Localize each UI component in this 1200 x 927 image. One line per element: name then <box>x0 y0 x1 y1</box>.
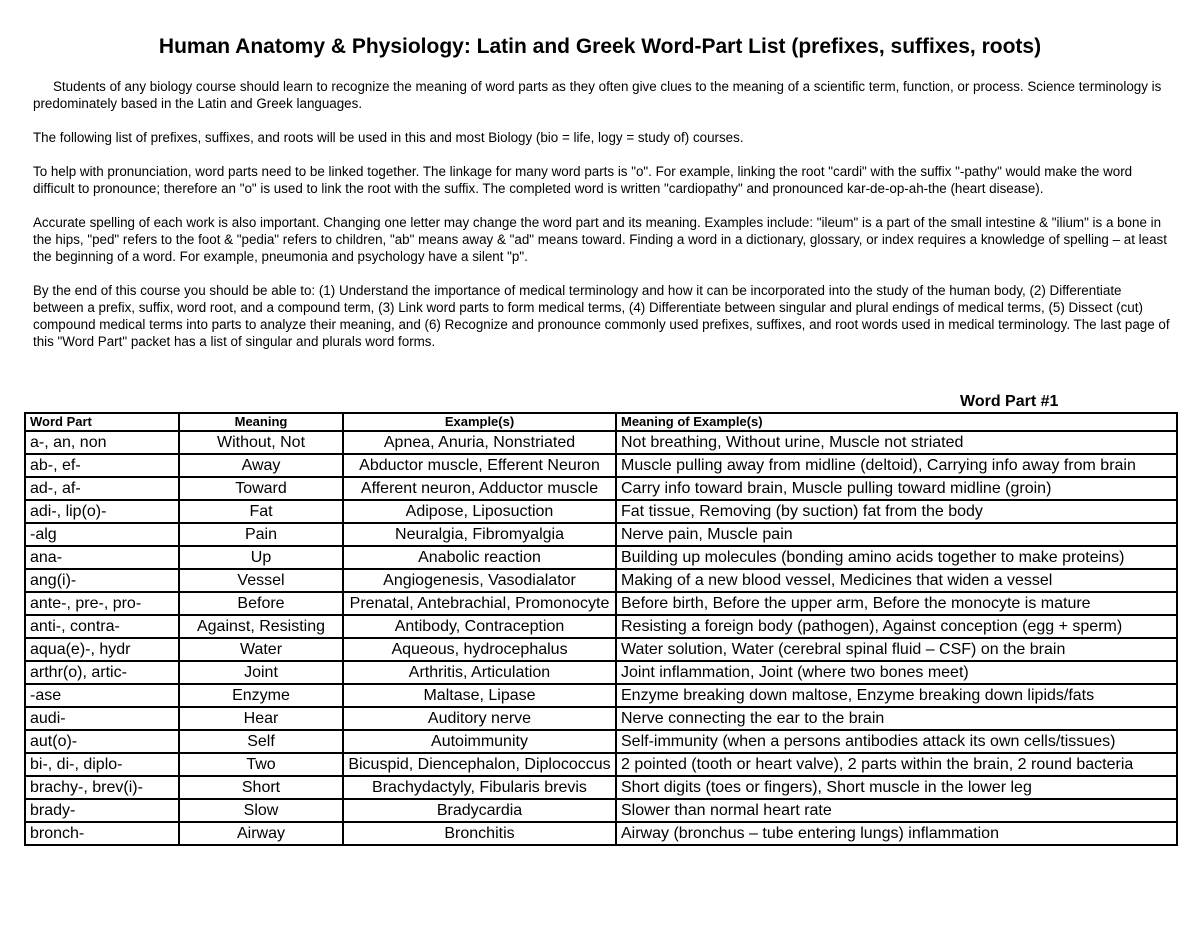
cell-meaning: Up <box>179 546 343 569</box>
cell-example-meaning: Muscle pulling away from midline (deltoid), Carrying info away from brain <box>616 454 1177 477</box>
cell-word-part: ab-, ef- <box>25 454 179 477</box>
cell-meaning: Pain <box>179 523 343 546</box>
cell-example-meaning: Short digits (toes or fingers), Short muscle in the lower leg <box>616 776 1177 799</box>
table-row <box>25 569 1177 592</box>
cell-meaning: Water <box>179 638 343 661</box>
cell-example-meaning: Not breathing, Without urine, Muscle not striated <box>616 431 1177 454</box>
cell-meaning: Fat <box>179 500 343 523</box>
cell-examples: Abductor muscle, Efferent Neuron <box>343 454 616 477</box>
cell-meaning: Two <box>179 753 343 776</box>
cell-meaning: Self <box>179 730 343 753</box>
cell-word-part: audi- <box>25 707 179 730</box>
cell-examples: Afferent neuron, Adductor muscle <box>343 477 616 500</box>
cell-examples: Auditory nerve <box>343 707 616 730</box>
cell-word-part: brady- <box>25 799 179 822</box>
cell-example-meaning: Water solution, Water (cerebral spinal fluid – CSF) on the brain <box>616 638 1177 661</box>
header-example-meaning: Meaning of Example(s) <box>616 413 1177 431</box>
cell-example-meaning: Enzyme breaking down maltose, Enzyme breaking down lipids/fats <box>616 684 1177 707</box>
page-title: Human Anatomy & Physiology: Latin and Greek Word-Part List (prefixes, suffixes, roots) <box>158 35 1042 58</box>
table-header-row <box>25 413 1177 431</box>
intro-text <box>33 78 1173 367</box>
cell-examples: Arthritis, Articulation <box>343 661 616 684</box>
cell-word-part: aqua(e)-, hydr <box>25 638 179 661</box>
cell-meaning: Slow <box>179 799 343 822</box>
cell-meaning: Before <box>179 592 343 615</box>
table-row <box>25 638 1177 661</box>
cell-example-meaning: Self-immunity (when a persons antibodies attack its own cells/tissues) <box>616 730 1177 753</box>
cell-word-part: -alg <box>25 523 179 546</box>
table-row <box>25 592 1177 615</box>
table-row <box>25 431 1177 454</box>
cell-word-part: -ase <box>25 684 179 707</box>
header-meaning: Meaning <box>179 413 343 431</box>
cell-example-meaning: Building up molecules (bonding amino acids together to make proteins) <box>616 546 1177 569</box>
cell-word-part: adi-, lip(o)- <box>25 500 179 523</box>
cell-examples: Antibody, Contraception <box>343 615 616 638</box>
cell-examples: Angiogenesis, Vasodialator <box>343 569 616 592</box>
cell-examples: Brachydactyly, Fibularis brevis <box>343 776 616 799</box>
cell-example-meaning: Nerve pain, Muscle pain <box>616 523 1177 546</box>
table-row <box>25 661 1177 684</box>
cell-examples: Apnea, Anuria, Nonstriated <box>343 431 616 454</box>
cell-examples: Maltase, Lipase <box>343 684 616 707</box>
table-row <box>25 753 1177 776</box>
table-row <box>25 454 1177 477</box>
cell-meaning: Against, Resisting <box>179 615 343 638</box>
cell-word-part: ante-, pre-, pro- <box>25 592 179 615</box>
intro-paragraph: By the end of this course you should be able to: (1) Understand the importance of medical terminology and how it can be incorporated into the study of the human body, (2) Differentiate between a prefix, suffix, word root, and a compound term, (3) Link word parts to form medical terms, (4) Differentiate between singular and plural endings of medical terms, (5) Dissect (cut) compound medical terms into parts to analyze their meaning, and (6) Recognize and pronounce commonly used prefixes, suffixes, and root words used in medical terminology. The last page of this "Word Part" packet has a list of singular and plurals word forms. <box>33 283 1170 349</box>
cell-examples: Neuralgia, Fibromyalgia <box>343 523 616 546</box>
cell-word-part: anti-, contra- <box>25 615 179 638</box>
cell-examples: Prenatal, Antebrachial, Promonocyte <box>343 592 616 615</box>
table-row <box>25 776 1177 799</box>
cell-example-meaning: Airway (bronchus – tube entering lungs) inflammation <box>616 822 1177 845</box>
cell-word-part: bi-, di-, diplo- <box>25 753 179 776</box>
cell-meaning: Vessel <box>179 569 343 592</box>
cell-word-part: ang(i)- <box>25 569 179 592</box>
cell-example-meaning: Joint inflammation, Joint (where two bones meet) <box>616 661 1177 684</box>
table-row <box>25 707 1177 730</box>
cell-examples: Bronchitis <box>343 822 616 845</box>
word-part-label: Word Part #1 <box>960 393 1059 410</box>
cell-example-meaning: Fat tissue, Removing (by suction) fat from the body <box>616 500 1177 523</box>
cell-example-meaning: Before birth, Before the upper arm, Before the monocyte is mature <box>616 592 1177 615</box>
cell-word-part: aut(o)- <box>25 730 179 753</box>
cell-examples: Aqueous, hydrocephalus <box>343 638 616 661</box>
intro-paragraph: To help with pronunciation, word parts need to be linked together. The linkage for many word parts is "o". For example, linking the root "cardi" with the suffix "-pathy" would make the word difficult to pronounce; therefore an "o" is used to link the root with the suffix. The completed word is written "cardiopathy" and pronounced kar-de-op-ah-the (heart disease). <box>33 164 1133 196</box>
header-word-part: Word Part <box>25 413 179 431</box>
cell-meaning: Enzyme <box>179 684 343 707</box>
table-row <box>25 730 1177 753</box>
table-row <box>25 822 1177 845</box>
cell-examples: Adipose, Liposuction <box>343 500 616 523</box>
table-row <box>25 523 1177 546</box>
cell-meaning: Toward <box>179 477 343 500</box>
cell-word-part: arthr(o), artic- <box>25 661 179 684</box>
cell-example-meaning: Nerve connecting the ear to the brain <box>616 707 1177 730</box>
intro-paragraph: Accurate spelling of each work is also important. Changing one letter may change the word part and its meaning. Examples include: "ileum" is a part of the small intestine & "ilium" is a bone in the hips, "ped" refers to the foot & "pedia" refers to children, "ab" means away & "ad" means toward. Finding a word in a dictionary, glossary, or index requires a knowledge of spelling – at least the beginning of a word. For example, pneumonia and psychology have a silent "p". <box>33 215 1167 264</box>
table-row <box>25 500 1177 523</box>
cell-word-part: ad-, af- <box>25 477 179 500</box>
cell-word-part: ana- <box>25 546 179 569</box>
cell-word-part: brachy-, brev(i)- <box>25 776 179 799</box>
cell-meaning: Joint <box>179 661 343 684</box>
table-row <box>25 546 1177 569</box>
cell-examples: Bicuspid, Diencephalon, Diplococcus <box>343 753 616 776</box>
cell-word-part: bronch- <box>25 822 179 845</box>
cell-example-meaning: 2 pointed (tooth or heart valve), 2 parts within the brain, 2 round bacteria <box>616 753 1177 776</box>
cell-word-part: a-, an, non <box>25 431 179 454</box>
cell-examples: Autoimmunity <box>343 730 616 753</box>
table-row <box>25 684 1177 707</box>
cell-meaning: Without, Not <box>179 431 343 454</box>
intro-paragraph: The following list of prefixes, suffixes, and roots will be used in this and most Biology (bio = life, logy = study of) courses. <box>33 130 744 145</box>
cell-meaning: Short <box>179 776 343 799</box>
table-row <box>25 799 1177 822</box>
table-row <box>25 615 1177 638</box>
cell-example-meaning: Slower than normal heart rate <box>616 799 1177 822</box>
cell-example-meaning: Making of a new blood vessel, Medicines that widen a vessel <box>616 569 1177 592</box>
cell-meaning: Away <box>179 454 343 477</box>
cell-meaning: Hear <box>179 707 343 730</box>
header-examples: Example(s) <box>343 413 616 431</box>
intro-paragraph: Students of any biology course should learn to recognize the meaning of word parts as they often give clues to the meaning of a scientific term, function, or process. Science terminology is predominately based in the Latin and Greek languages. <box>33 79 1162 111</box>
table-row <box>25 477 1177 500</box>
cell-examples: Anabolic reaction <box>343 546 616 569</box>
cell-example-meaning: Carry info toward brain, Muscle pulling toward midline (groin) <box>616 477 1177 500</box>
word-part-table <box>24 412 1178 846</box>
cell-example-meaning: Resisting a foreign body (pathogen), Against conception (egg + sperm) <box>616 615 1177 638</box>
cell-examples: Bradycardia <box>343 799 616 822</box>
cell-meaning: Airway <box>179 822 343 845</box>
